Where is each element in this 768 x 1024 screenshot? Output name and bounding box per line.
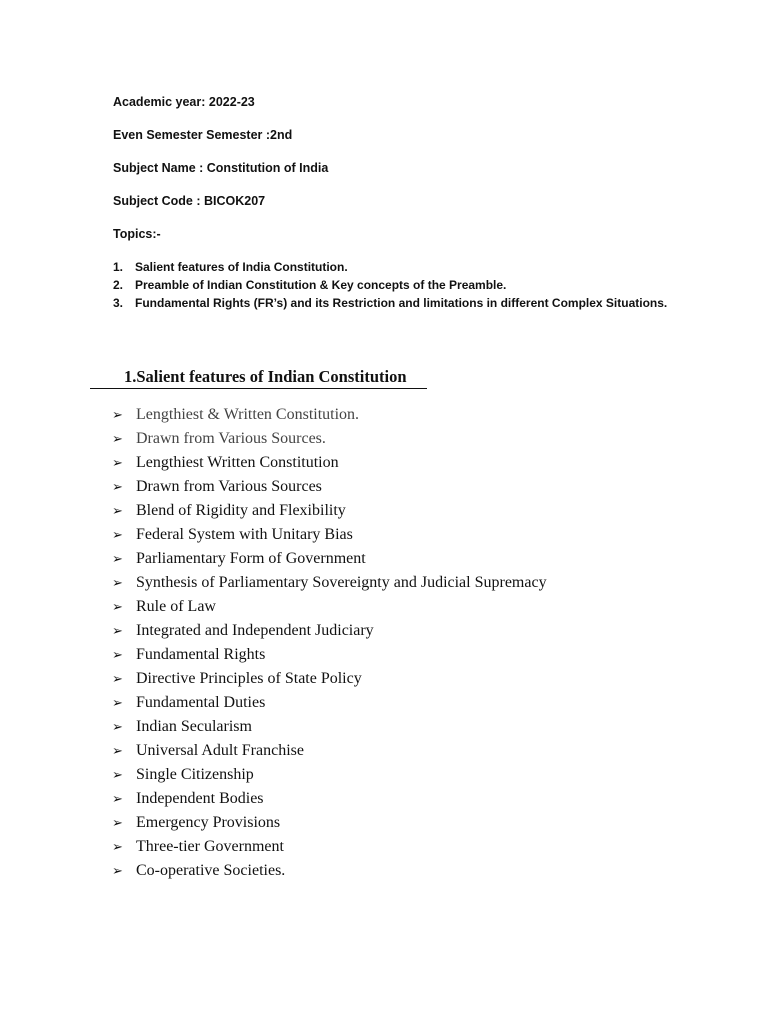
arrow-bullet-icon: ➢ <box>112 815 123 830</box>
feature-text: Blend of Rigidity and Flexibility <box>136 502 346 519</box>
feature-item <box>112 787 547 811</box>
topic-text: Preamble of Indian Constitution & Key concepts of the Preamble. <box>135 278 507 292</box>
arrow-bullet-icon: ➢ <box>112 767 123 782</box>
feature-item <box>112 547 547 571</box>
feature-text: Independent Bodies <box>136 790 264 807</box>
feature-text: Fundamental Rights <box>136 646 266 663</box>
arrow-bullet-icon: ➢ <box>112 743 123 758</box>
arrow-bullet-icon: ➢ <box>112 695 123 710</box>
feature-item <box>112 619 547 643</box>
feature-text: Drawn from Various Sources. <box>136 430 326 447</box>
topic-text: Salient features of India Constitution. <box>135 260 348 274</box>
topic-item <box>113 276 667 294</box>
feature-item <box>112 811 547 835</box>
arrow-bullet-icon: ➢ <box>112 599 123 614</box>
topic-number: 2. <box>113 278 124 292</box>
feature-item <box>112 571 547 595</box>
feature-item <box>112 643 547 667</box>
topics-list <box>113 258 667 312</box>
feature-text: Universal Adult Franchise <box>136 742 304 759</box>
arrow-bullet-icon: ➢ <box>112 647 123 662</box>
academic-year: Academic year: 2022-23 <box>113 95 255 109</box>
feature-item <box>112 451 547 475</box>
feature-text: Indian Secularism <box>136 718 252 735</box>
feature-item <box>112 691 547 715</box>
arrow-bullet-icon: ➢ <box>112 791 123 806</box>
feature-text: Fundamental Duties <box>136 694 266 711</box>
arrow-bullet-icon: ➢ <box>112 839 123 854</box>
feature-text: Emergency Provisions <box>136 814 281 831</box>
section-heading-text: 1.Salient features of Indian Constitution <box>124 367 407 386</box>
arrow-bullet-icon: ➢ <box>112 551 123 566</box>
feature-item <box>112 715 547 739</box>
topics-label: Topics:- <box>113 227 161 241</box>
feature-text: Drawn from Various Sources <box>136 478 322 495</box>
feature-item <box>112 427 547 451</box>
feature-text: Lengthiest & Written Constitution. <box>136 406 360 423</box>
subject-name: Subject Name : Constitution of India <box>113 161 329 175</box>
feature-text: Rule of Law <box>136 598 216 615</box>
feature-text: Federal System with Unitary Bias <box>136 526 353 543</box>
subject-code: Subject Code : BICOK207 <box>113 194 266 208</box>
feature-text: Directive Principles of State Policy <box>136 670 362 687</box>
feature-item <box>112 835 547 859</box>
feature-item <box>112 739 547 763</box>
arrow-bullet-icon: ➢ <box>112 479 123 494</box>
feature-item <box>112 403 547 427</box>
arrow-bullet-icon: ➢ <box>112 719 123 734</box>
arrow-bullet-icon: ➢ <box>112 527 123 542</box>
feature-item <box>112 595 547 619</box>
feature-text: Single Citizenship <box>136 766 254 783</box>
section-heading <box>90 366 427 389</box>
feature-item <box>112 859 547 883</box>
arrow-bullet-icon: ➢ <box>112 455 123 470</box>
feature-item <box>112 763 547 787</box>
feature-text: Synthesis of Parliamentary Sovereignty and Judicial Supremacy <box>136 574 547 591</box>
topic-text: Fundamental Rights (FR’s) and its Restriction and limitations in different Complex Situations. <box>135 296 668 310</box>
features-list <box>112 403 547 883</box>
feature-text: Lengthiest Written Constitution <box>136 454 339 471</box>
arrow-bullet-icon: ➢ <box>112 623 123 638</box>
feature-item <box>112 523 547 547</box>
topic-number: 1. <box>113 260 124 274</box>
feature-text: Integrated and Independent Judiciary <box>136 622 374 639</box>
topic-item <box>113 258 667 276</box>
feature-text: Co-operative Societies. <box>136 862 286 879</box>
semester-info: Even Semester Semester :2nd <box>113 128 293 142</box>
feature-text: Parliamentary Form of Government <box>136 550 366 567</box>
topic-number: 3. <box>113 296 124 310</box>
arrow-bullet-icon: ➢ <box>112 863 123 878</box>
arrow-bullet-icon: ➢ <box>112 503 123 518</box>
feature-item <box>112 499 547 523</box>
feature-text: Three-tier Government <box>136 838 284 855</box>
arrow-bullet-icon: ➢ <box>112 407 123 422</box>
arrow-bullet-icon: ➢ <box>112 671 123 686</box>
topic-item <box>113 294 667 312</box>
arrow-bullet-icon: ➢ <box>112 431 123 446</box>
arrow-bullet-icon: ➢ <box>112 575 123 590</box>
feature-item <box>112 667 547 691</box>
feature-item <box>112 475 547 499</box>
